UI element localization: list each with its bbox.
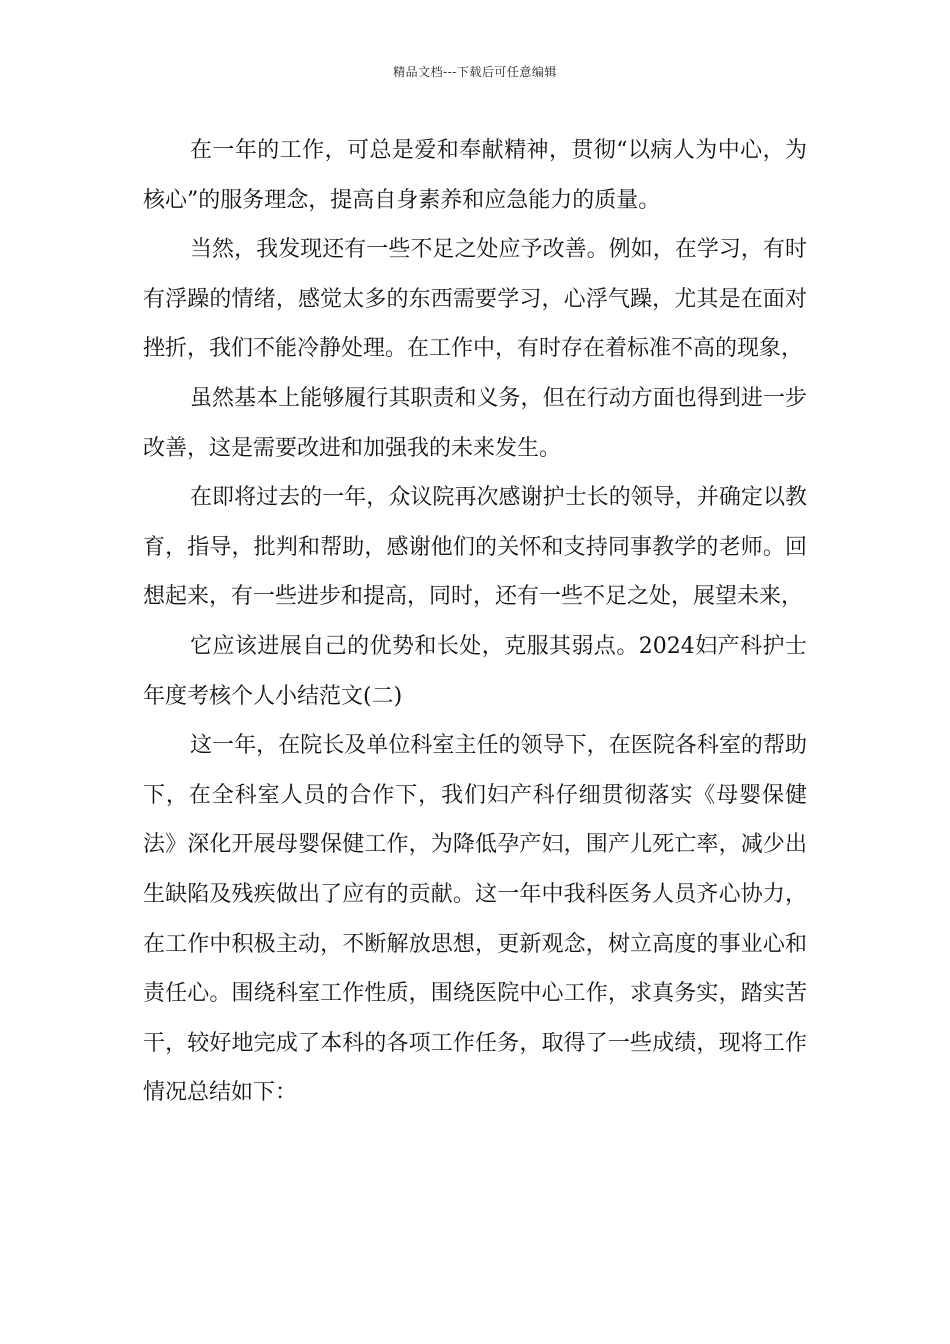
paragraph-5: 它应该进展自己的优势和长处，克服其弱点。2024妇产科护士年度考核个人小结范文(二) — [143, 633, 807, 709]
page-header: 精品文档---下载后可任意编辑 — [393, 65, 557, 79]
paragraph-2: 当然，我发现还有一些不足之处应予改善。例如，在学习，有时有浮躁的情绪，感觉太多的东西需要学习，心浮气躁，尤其是在面对挫折，我们不能冷静处理。在工作中，有时存在着标准不高的现象， — [143, 237, 807, 362]
paragraph-3: 虽然基本上能够履行其职责和义务，但在行动方面也得到进一步改善，这是需要改进和加强我的未来发生。 — [143, 385, 807, 461]
paragraph-1: 在一年的工作，可总是爱和奉献精神，贯彻“以病人为中心，为核心”的服务理念，提高自身素养和应急能力的质量。 — [143, 138, 807, 213]
paragraph-6: 这一年，在院长及单位科室主任的领导下，在医院各科室的帮助下，在全科室人员的合作下，我们妇产科仔细贯彻落实《母婴保健法》深化开展母婴保健工作，为降低孕产妇，围产儿死亡率，减少出生缺陷及残疾做出了应有的贡献。这一年中我科医务人员齐心协力，在工作中积极主动，不断解放思想，更新观念，树立高度的事业心和责任心。围绕科室工作性质，围绕医院中心工作，求真务实，踏实苦干，较好地完成了本科的各项工作任务，取得了一些成绩，现将工作情况总结如下： — [143, 733, 807, 1106]
paragraph-4: 在即将过去的一年，众议院再次感谢护士长的领导，并确定以教育，指导，批判和帮助，感谢他们的关怀和支持同事教学的老师。回想起来，有一些进步和提高，同时，还有一些不足之处，展望未来， — [143, 485, 807, 610]
document-body — [143, 126, 807, 1118]
